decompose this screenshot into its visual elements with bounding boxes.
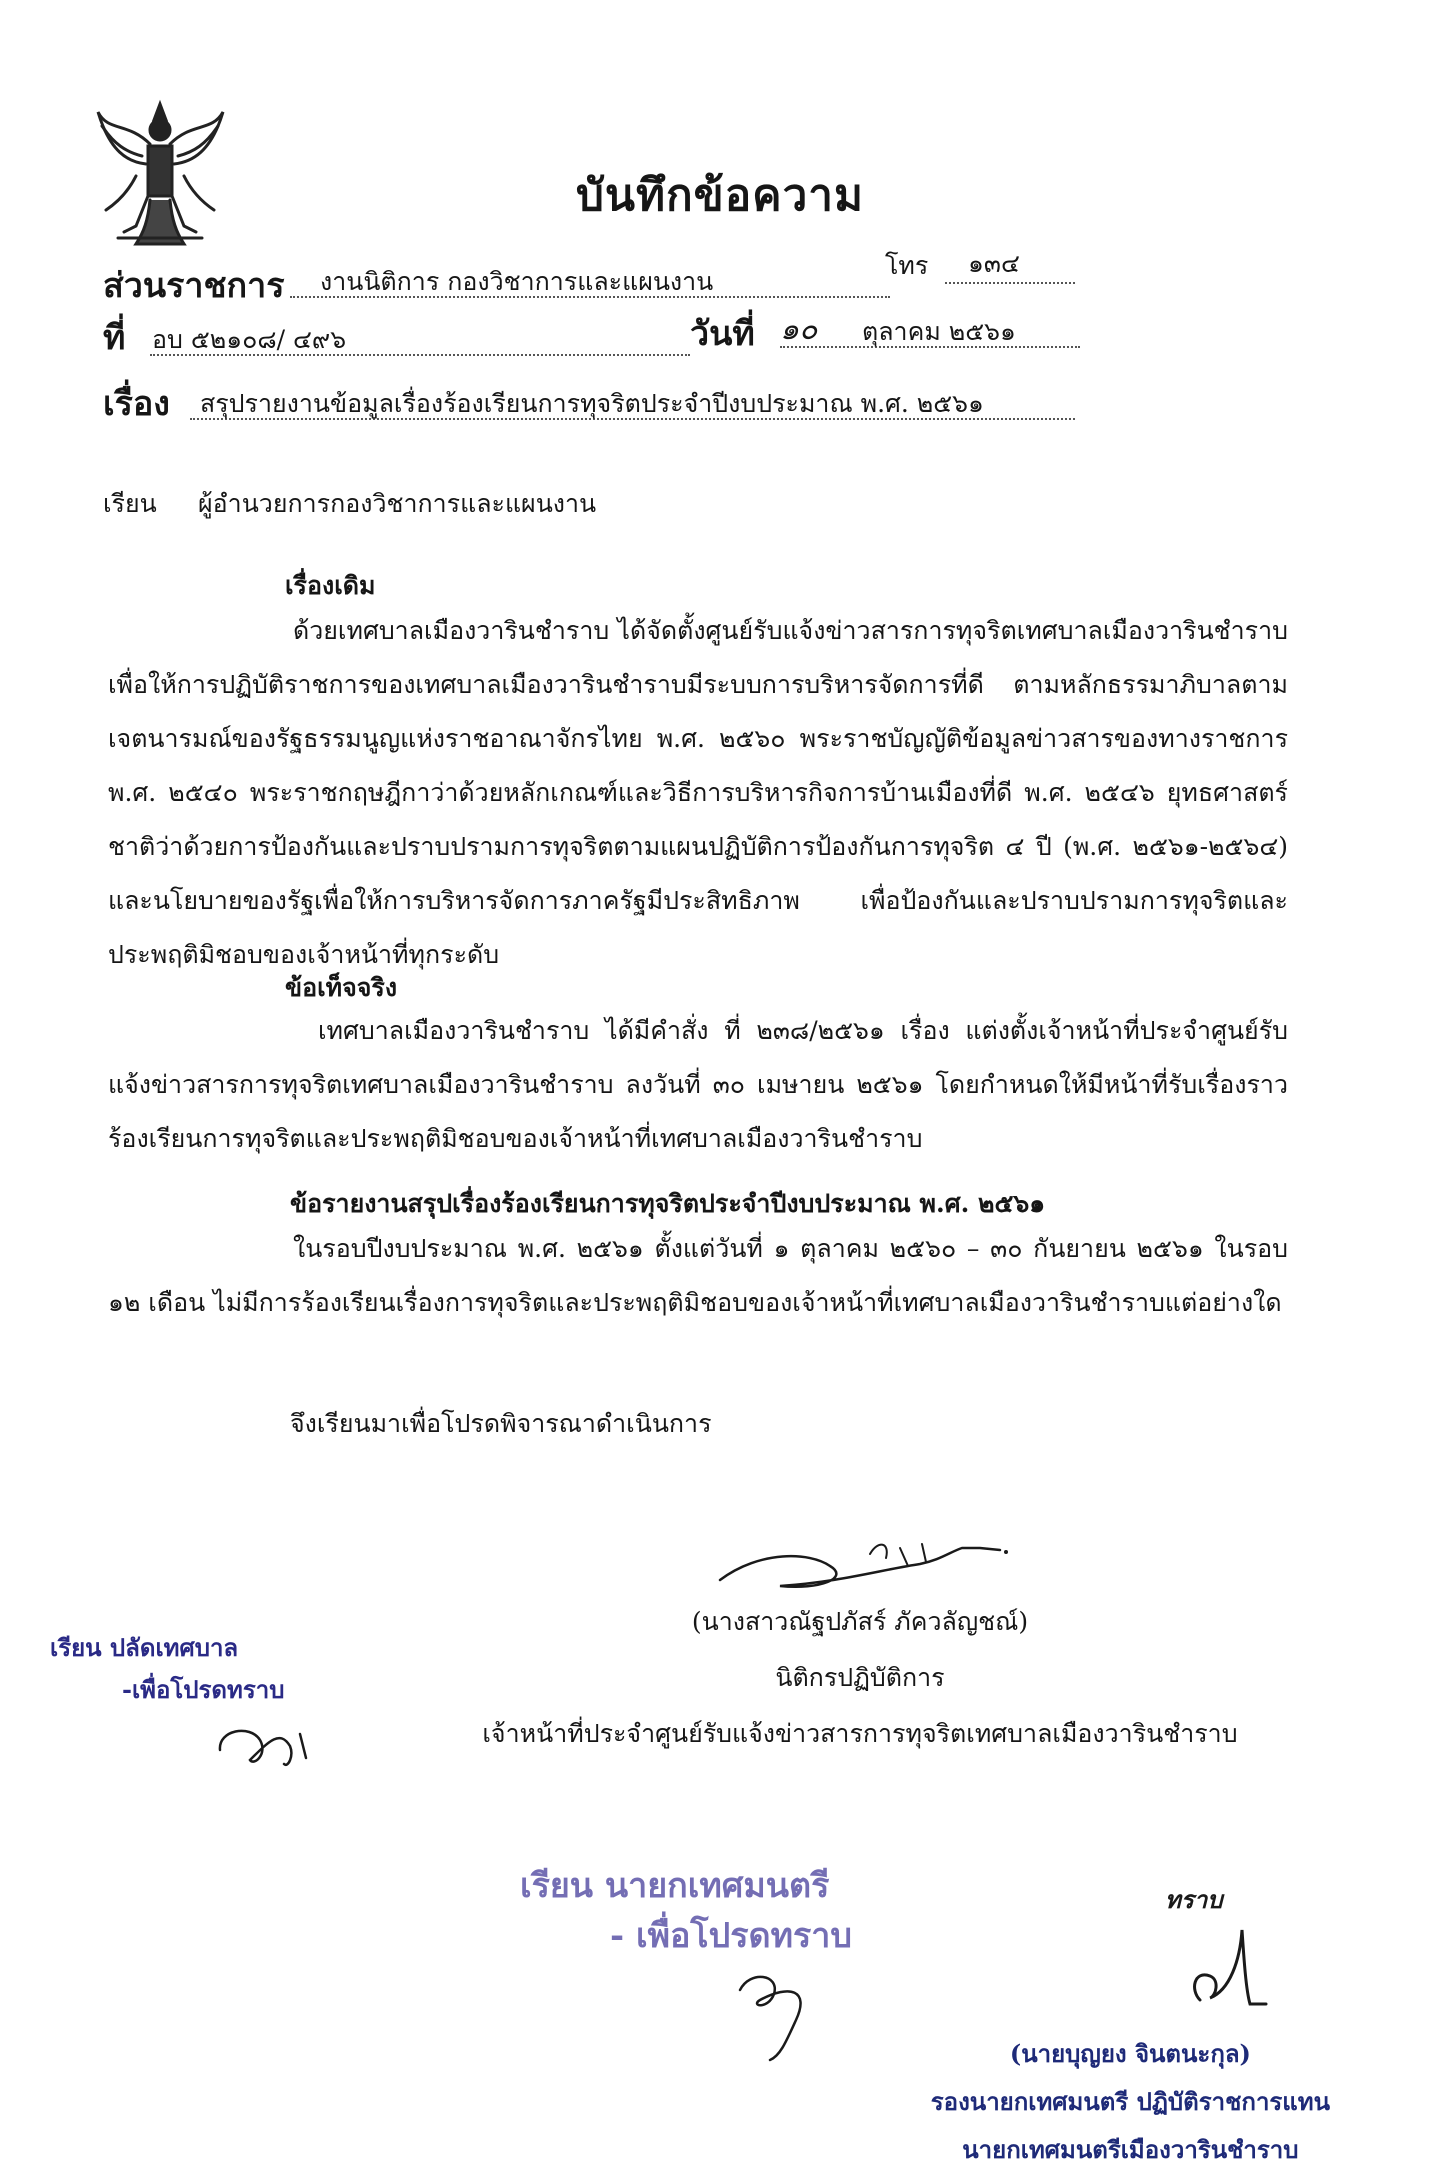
bottom-right-position2: นายกเทศมนตรีเมืองวารินชำราบ	[962, 2135, 1299, 2164]
stamp-line1: เรียน นายกเทศมนตรี	[520, 1866, 830, 1906]
report-paragraph	[108, 1222, 1288, 1330]
signatory-position: นิติกรปฏิบัติการ	[775, 1663, 945, 1692]
facts-heading: ข้อเท็จจริง	[285, 973, 398, 1002]
note-left-signature	[210, 1710, 330, 1780]
background-text: ด้วยเทศบาลเมืองวารินชำราบ ได้จัดตั้งศูนย์รับแจ้งข่าวสารการทุจริตเทศบาลเมืองวารินชำราบ เพื่อให้การปฏิบัติราชการของเทศบาลเมืองวารินชำราบมีระบบการบริหารจัดการที่ดี ตามหลักธรรมาภิบาลตามเจตนารมณ์ของรัฐธรรมนูญแห่งราชอาณาจักรไทย พ.ศ. ๒๕๖๐ พระราชบัญญัติข้อมูลข่าวสารของทางราชการ พ.ศ. ๒๕๔๐ พระราชกฤษฎีกาว่าด้วยหลักเกณฑ์และวิธีการบริหารกิจการบ้านเมืองที่ดี พ.ศ. ๒๕๔๖ ยุทธศาสตร์ชาติว่าด้วยการป้องกันและปราบปรามการทุจริตตามแผนปฏิบัติการป้องกันการทุจริต ๔ ปี (พ.ศ. ๒๕๖๑-๒๕๖๔) และนโยบายของรัฐเพื่อให้การบริหารจัดการภาครัฐมีประสิทธิภาพ เพื่อป้องกันและปราบปรามการทุจริตและประพฤติมิชอบของเจ้าหน้าที่ทุกระดับ	[108, 616, 1288, 969]
report-heading: ข้อรายงานสรุปเรื่องร้องเรียนการทุจริตประจำปีงบประมาณ พ.ศ. ๒๕๖๑	[290, 1189, 1046, 1218]
bottom-right-position1: รองนายกเทศมนตรี ปฏิบัติราชการแทน	[930, 2087, 1330, 2116]
background-paragraph	[108, 604, 1288, 982]
agency-label: ส่วนราชการ	[103, 266, 285, 306]
salutation-value: ผู้อำนวยการกองวิชาการและแผนงาน	[198, 489, 597, 518]
bottom-right-block	[931, 2030, 1330, 2174]
closing-line: จึงเรียนมาเพื่อโปรดพิจารณาดำเนินการ	[290, 1409, 712, 1438]
ack-signature	[1170, 1920, 1280, 2020]
facts-text: เทศบาลเมืองวารินชำราบ ได้มีคำสั่ง ที่ ๒๓๘/๒๕๖๑ เรื่อง แต่งตั้งเจ้าหน้าที่ประจำศูนย์รับแจ้งข่าวสารการทุจริตเทศบาลเมืองวารินชำราบ ลงวันที่ ๓๐ เมษายน ๒๕๖๑ โดยกำหนดให้มีหน้าที่รับเรื่องราวร้องเรียนการทุจริตและประพฤติมิชอบของเจ้าหน้าที่เทศบาลเมืองวารินชำราบ	[108, 1016, 1288, 1153]
stamp-line2: - เพื่อโปรดทราบ	[610, 1916, 852, 1956]
ref-value: อบ ๕๒๑๐๘/ ๔๙๖	[152, 325, 347, 354]
agency-value: งานนิติการ กองวิชาการและแผนงาน	[320, 267, 714, 296]
note-left-line2: -เพื่อโปรดทราบ	[122, 1675, 285, 1704]
ack-text: ทราบ	[1165, 1885, 1223, 1914]
signatory-name: (นางสาวณัฐปภัสร์ ภัควลัญชณ์)	[691, 1607, 1029, 1636]
background-heading: เรื่องเดิม	[285, 571, 376, 600]
salutation-label: เรียน	[103, 489, 157, 518]
note-left-line1: เรียน ปลัดเทศบาล	[50, 1633, 239, 1662]
signatory-signature	[700, 1530, 1020, 1600]
report-text: ในรอบปีงบประมาณ พ.ศ. ๒๕๖๑ ตั้งแต่วันที่ ๑ ตุลาคม ๒๕๖๐ – ๓๐ กันยายน ๒๕๖๑ ในรอบ ๑๒ เดือน ไม่มีการร้องเรียนเรื่องการทุจริตและประพฤติมิชอบของเจ้าหน้าที่เทศบาลเมืองวารินชำราบแต่อย่างใด	[108, 1234, 1288, 1317]
subject-label: เรื่อง	[103, 384, 170, 424]
date-rest: ตุลาคม ๒๕๖๑	[862, 317, 1016, 346]
ref-label: ที่	[103, 318, 126, 358]
memo-title: บันทึกข้อความ	[575, 170, 864, 221]
date-label: วันที่	[690, 314, 755, 354]
date-day: ๑๐	[780, 312, 818, 347]
phone-label: โทร	[885, 251, 929, 280]
subject-value: สรุปรายงานข้อมูลเรื่องร้องเรียนการทุจริตประจำปีงบประมาณ พ.ศ. ๒๕๖๑	[200, 389, 984, 418]
bottom-right-name: (นายบุญยง จินตนะกุล)	[1009, 2039, 1251, 2068]
stamp-signature	[720, 1960, 830, 2070]
signatory-role: เจ้าหน้าที่ประจำศูนย์รับแจ้งข่าวสารการทุจริตเทศบาลเมืองวารินชำราบ	[482, 1719, 1238, 1748]
phone-value: ๑๓๔	[968, 249, 1020, 278]
facts-paragraph	[108, 1004, 1288, 1166]
signatory-block	[460, 1594, 1260, 1762]
